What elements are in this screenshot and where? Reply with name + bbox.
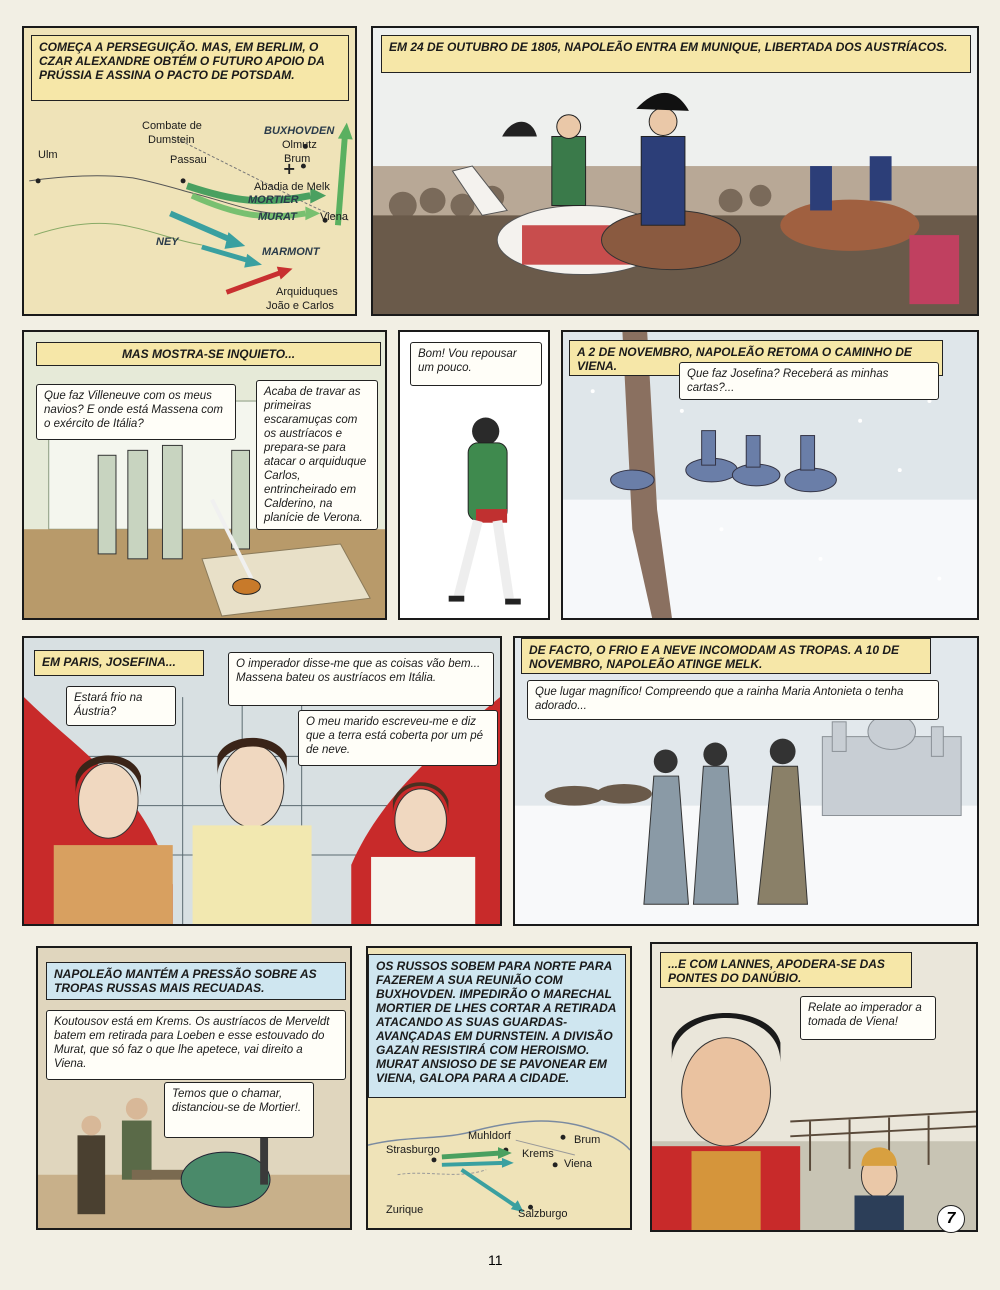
map-label-viena: Viena [320,211,348,223]
panel-road-vienna [561,330,979,620]
panel-inquiet [22,330,387,620]
map-label-dumstein: Dumstein [148,134,195,146]
map-label-mortier: MORTIER [248,194,299,206]
caption-pressure: NAPOLEÃO MANTÉM A PRESSÃO SOBRE AS TROPAS RUSSAS MAIS RECUADAS. [46,962,346,1000]
speech-villeneuve: Que faz Villeneuve com os meus navios? E onde está Massena com o exército de Itália? [36,384,236,440]
speech-report-vienna: Relate ao imperador a tomada de Viena! [800,996,936,1040]
panel-pressure [36,946,352,1230]
map-label-brum: Brum [284,153,311,165]
map-label-arquiduques: Arquiduques [276,286,338,298]
speech-massena-won: O imperador disse-me que as coisas vão bem... Massena bateu os austríacos em Itália. [228,652,494,706]
speech-maria-antonieta: Que lugar magnífico! Compreendo que a rainha Maria Antonieta o tenha adorado... [527,680,939,720]
caption-russians-north: OS RUSSOS SOBEM PARA NORTE PARA FAZEREM A SUA REUNIÃO COM BUXHOVDEN. IMPEDIRÃO O MARECHAL MORTIER DE LHES CORTAR A RETIRADA ATACANDO AS SUAS GUARDAS-AVANÇADAS EM DURNSTEIN. A DIVISÃO GAZAN RESISTIRÁ COM HEROISMO. MURAT ANSIOSO DE SE PAVONEAR EM VIENA, GALOPA PARA A CIDADE. [368,954,626,1098]
panel-munich-entry [371,26,979,316]
map-label-ulm: Ulm [38,149,58,161]
caption-danube-bridges: ...E COM LANNES, APODERA-SE DAS PONTES DO DANÚBIO. [660,952,912,988]
speech-snow-letter: O meu marido escreveu-me e diz que a terra está coberta por um pé de neve. [298,710,498,766]
caption-paris: EM PARIS, JOSEFINA... [34,650,204,676]
map-label-passau: Passau [170,154,207,166]
map-label-ney: NEY [156,236,179,248]
svg-text:+: + [282,158,296,178]
caption-road-vienna: A 2 DE NOVEMBRO, NAPOLEÃO RETOMA O CAMINHO DE VIENA. [569,340,943,376]
teal-ney-arrows [170,213,262,267]
chapter-number-badge: 7 [937,1205,965,1233]
map-label-marmont: MARMONT [262,246,320,258]
map-label-salzburgo: Salzburgo [518,1208,568,1220]
speech-cold-austria: Estará frio na Áustria? [66,686,176,726]
map-label-strasburgo: Strasburgo [386,1144,440,1156]
map-label-viena: Viena [564,1158,592,1170]
map-label-abadia: Abadia de Melk [254,181,330,193]
caption-melk: DE FACTO, O FRIO E A NEVE INCOMODAM AS TROPAS. A 10 DE NOVEMBRO, NAPOLEÃO ATINGE MELK. [521,638,931,674]
advance-arrows [442,1147,524,1212]
map-label-joao-carlos: João e Carlos [266,300,334,312]
panel-danube-bridges [650,942,978,1232]
map-label-buxhovden: BUXHOVDEN [264,125,335,137]
map-label-zurique: Zurique [386,1204,424,1216]
speech-mortier: Temos que o chamar, distanciou-se de Mortier!. [164,1082,314,1138]
map-label-murat: MURAT [258,211,297,223]
map-label-krems: Krems [522,1148,554,1160]
page-number: 11 [488,1252,503,1268]
panel-rest [398,330,550,620]
panel-russians-north [366,946,632,1230]
speech-josefina-letters: Que faz Josefina? Receberá as minhas cartas?... [679,362,939,400]
panel-map-persecution [22,26,357,316]
panel-melk [513,636,979,926]
map-label-olmutz: Olmutz [282,139,317,151]
caption-persecution: COMEÇA A PERSEGUIÇÃO. MAS, EM BERLIM, O CZAR ALEXANDRE OBTÉM O FUTURO APOIO DA PRÚSSIA E ASSINA O PACTO DE POTSDAM. [31,35,349,101]
speech-massena: Acaba de travar as primeiras escaramuças com os austríacos e prepara-se para atacar o arquiduque Carlos, entrincheirado em Calderino, na planície de Verona. [256,380,378,530]
map-label-muhldorf: Muhldorf [468,1130,511,1142]
green-advance-arrows [187,123,353,226]
map-label-brum: Brum [574,1134,601,1146]
caption-inquiet: MAS MOSTRA-SE INQUIETO... [36,342,381,366]
caption-munich: EM 24 DE OUTUBRO DE 1805, NAPOLEÃO ENTRA EM MUNIQUE, LIBERTADA DOS AUSTRÍACOS. [381,35,971,73]
speech-rest: Bom! Vou repousar um pouco. [410,342,542,386]
speech-koutousov: Koutousov está em Krems. Os austríacos de Merveldt batem em retirada para Loeben e esse estouvado do Murat, que só faz o que lhe apetece, vai direito a Viena. [46,1010,346,1080]
officer-right [122,1098,152,1180]
panel-paris [22,636,502,926]
map-label-combate: Combate de [142,120,202,132]
